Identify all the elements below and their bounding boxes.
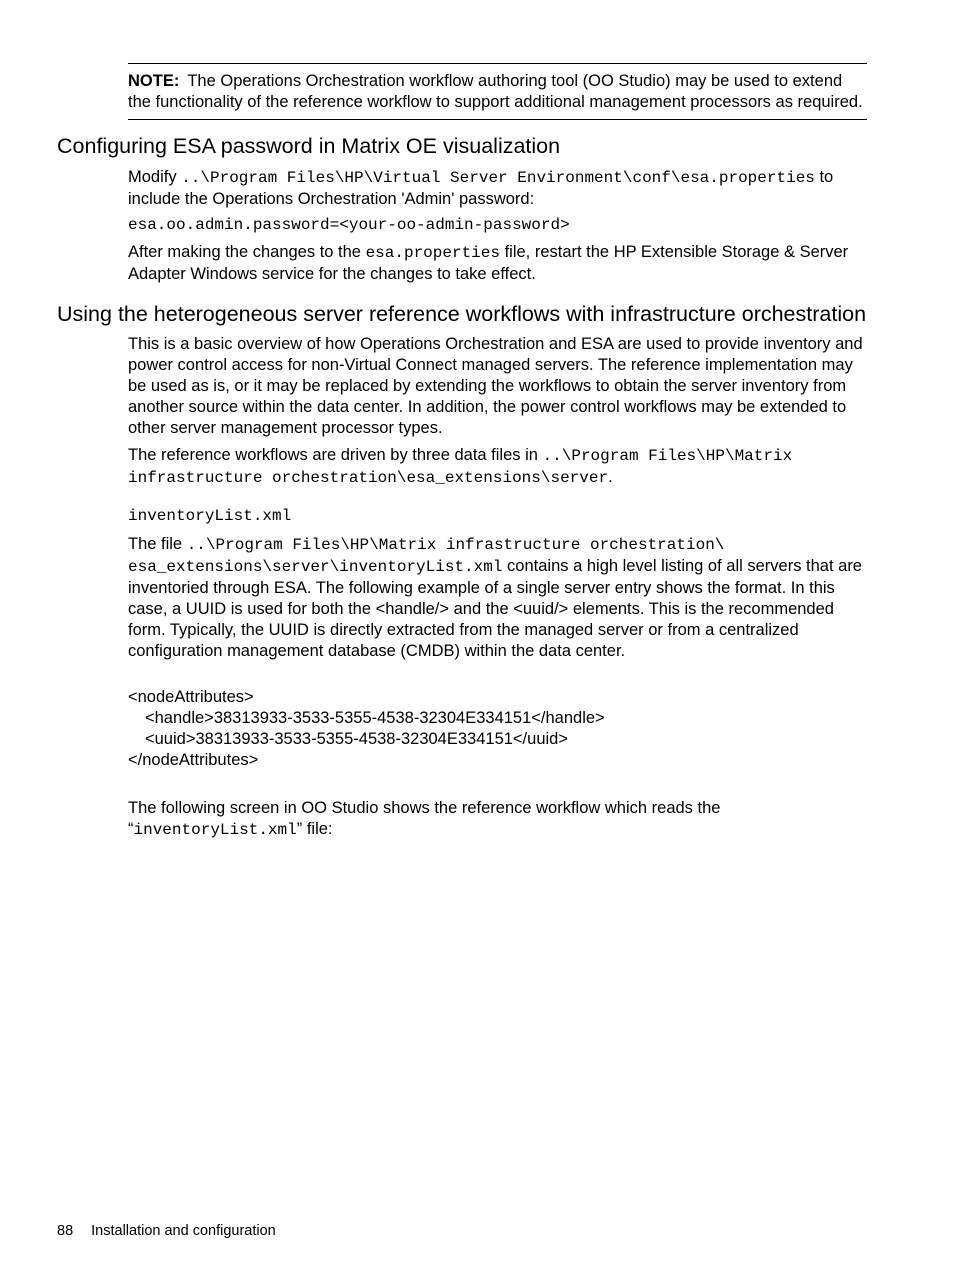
oo-studio-paragraph: The following screen in OO Studio shows the reference workflow which reads the “inventoryList.xml” file: <box>128 799 721 839</box>
esa-properties-path: ..\Program Files\HP\Virtual Server Environment\conf\esa.properties <box>181 169 815 187</box>
esa-properties-paragraph: Modify ..\Program Files\HP\Virtual Server Environment\conf\esa.properties to include the Operations Orchestration 'Admin' password: <box>128 168 834 208</box>
restart-paragraph: After making the changes to the esa.properties file, restart the HP Extensible Storage & Server Adapter Windows service for the changes to take effect. <box>128 243 849 283</box>
section-heading-reference-workflows: Using the heterogeneous server reference workflows with infrastructure orchestration <box>57 302 867 326</box>
xml-line: <nodeAttributes> <box>128 688 254 706</box>
page-number: 88 <box>57 1223 74 1239</box>
inventory-list-path: ..\Program Files\HP\Matrix infrastructure orchestration\ esa_extensions\server\inventoryList.xml <box>128 536 725 576</box>
password-code-line: esa.oo.admin.password=<your-oo-admin-password> <box>128 216 570 234</box>
xml-line: <handle>38313933-3533-5355-4538-32304E334151</handle> <box>145 709 605 727</box>
inventory-list-paragraph: The file ..\Program Files\HP\Matrix infrastructure orchestration\ esa_extensions\server\inventoryList.xml contains a high level listing of all servers that are inventoried through ESA. The following example of a single server entry shows the format. In this case, a UUID is used for both the <handle/> and the <uuid/> elements. This is the recommended form. Typically, the UUID is directly extracted from the managed server or from a centralized configuration management database (CMDB) within the data center. <box>128 535 862 660</box>
page-footer <box>57 1222 276 1240</box>
inventory-list-subheading: inventoryList.xml <box>128 507 292 525</box>
overview-paragraph: This is a basic overview of how Operations Orchestration and ESA are used to provide inventory and power control access for non-Virtual Connect managed servers. The reference implementation may be used as is, or it may be replaced by extending the workflows to obtain the server inventory from another source within the data center. In addition, the power control workflows may be extended to other server management processor types. <box>128 335 863 437</box>
esa-properties-filename: esa.properties <box>365 244 500 262</box>
footer-section-title: Installation and configuration <box>91 1223 276 1239</box>
note-box <box>128 63 867 120</box>
note-label: NOTE: <box>128 72 180 90</box>
data-files-paragraph: The reference workflows are driven by three data files in ..\Program Files\HP\Matrix infrastructure orchestration\esa_extensions\server. <box>128 446 793 487</box>
xml-line: </nodeAttributes> <box>128 751 259 769</box>
section-heading-esa-password: Configuring ESA password in Matrix OE visualization <box>57 134 561 158</box>
data-files-path: ..\Program Files\HP\Matrix infrastructure orchestration\esa_extensions\server <box>128 447 793 487</box>
inventory-list-filename: inventoryList.xml <box>133 821 297 839</box>
xml-example <box>128 687 605 771</box>
note-text: The Operations Orchestration workflow authoring tool (OO Studio) may be used to extend the functionality of the reference workflow to support additional management processors as required. <box>128 72 863 111</box>
xml-line: <uuid>38313933-3533-5355-4538-32304E334151</uuid> <box>145 730 568 748</box>
